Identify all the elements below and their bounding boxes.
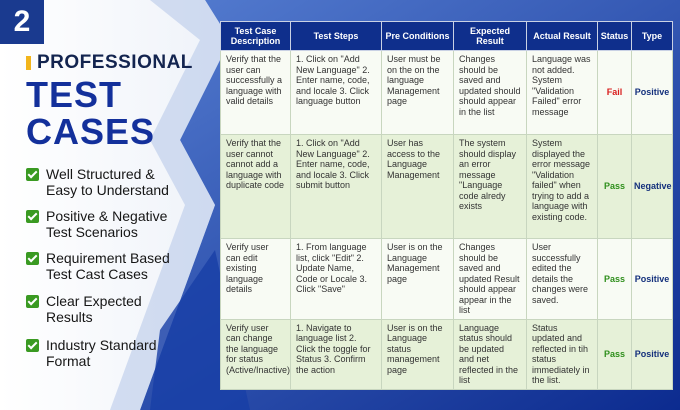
checkmark-icon xyxy=(26,168,39,181)
status-badge: Pass xyxy=(598,319,632,389)
type-label: Negative xyxy=(632,135,673,239)
accent-bar xyxy=(26,56,31,70)
checkmark-icon xyxy=(26,210,39,223)
cell-description: Verify user can edit existing language details xyxy=(221,239,291,320)
cell-steps: 1. Click on "Add New Language" 2. Enter name, code, and locale 3. Click language button xyxy=(291,51,382,135)
feature-item: Well Structured & Easy to Understand xyxy=(26,166,169,198)
header-description: Test Case Description xyxy=(221,22,291,51)
table-row xyxy=(221,319,673,389)
header-actual: Actual Result xyxy=(527,22,598,51)
status-badge: Fail xyxy=(598,51,632,135)
status-badge: Pass xyxy=(598,135,632,239)
cell-actual: System displayed the error message "Validation failed" when trying to add a language with existing code. xyxy=(527,135,598,239)
table-row xyxy=(221,135,673,239)
header-type: Type xyxy=(632,22,673,51)
header-steps: Test Steps xyxy=(291,22,382,51)
cell-actual: User successfully edited the details the changes were saved. xyxy=(527,239,598,320)
cell-steps: 1. Click on "Add New Language" 2. Enter name, code, and locale 3. Click submit button xyxy=(291,135,382,239)
cell-preconditions: User is on the Language Management page xyxy=(382,239,454,320)
test-case-table xyxy=(220,21,673,390)
cell-description: Verify user can change the language for status (Active/Inactive) xyxy=(221,319,291,389)
cell-expected: Changes should be saved and updated should should appear in the list xyxy=(454,51,527,135)
cell-steps: 1. From language list, click "Edit" 2. Update Name, Code or Locale 3. Click "Save" xyxy=(291,239,382,320)
feature-item: Clear Expected Results xyxy=(26,293,142,325)
checkmark-icon xyxy=(26,295,39,308)
table-row xyxy=(221,239,673,320)
feature-item: Requirement Based Test Cast Cases xyxy=(26,250,170,282)
cell-expected: Changes should be saved and updated Result should appear appear in the list xyxy=(454,239,527,320)
heading-professional: PROFESSIONAL xyxy=(37,52,193,73)
header-expected: Expected Result xyxy=(454,22,527,51)
checkmark-icon xyxy=(26,339,39,352)
cell-expected: Language status should be updated and net reflected in the list xyxy=(454,319,527,389)
cell-description: Verify that the user can successfully a language with valid details xyxy=(221,51,291,135)
type-label: Positive xyxy=(632,239,673,320)
cell-description: Verify that the user cannot cannot add a language with duplicate code xyxy=(221,135,291,239)
table-header-row xyxy=(221,22,673,51)
cell-actual: Status updated and reflected in tih status immediately in the list. xyxy=(527,319,598,389)
cell-preconditions: User must be on the on the language Management page xyxy=(382,51,454,135)
feature-item: Positive & Negative Test Scenarios xyxy=(26,208,167,240)
cell-actual: Language was not added. System "Validation Failed" error message xyxy=(527,51,598,135)
heading-cases: CASES xyxy=(26,111,156,152)
step-number-badge: 2 xyxy=(0,0,44,44)
type-label: Positive xyxy=(632,319,673,389)
cell-preconditions: User has access to the Language Management xyxy=(382,135,454,239)
checkmark-icon xyxy=(26,252,39,265)
cell-preconditions: User is on the Language status management page xyxy=(382,319,454,389)
header-preconditions: Pre Conditions xyxy=(382,22,454,51)
header-status: Status xyxy=(598,22,632,51)
type-label: Positive xyxy=(632,51,673,135)
status-badge: Pass xyxy=(598,239,632,320)
table-row xyxy=(221,51,673,135)
feature-item: Industry Standard Format xyxy=(26,337,157,369)
cell-expected: The system should display an error message "Language code alredy exists xyxy=(454,135,527,239)
cell-steps: 1. Navigate to language list 2. Click the toggle for Status 3. Confirm the action xyxy=(291,319,382,389)
heading-test: TEST xyxy=(26,74,123,115)
